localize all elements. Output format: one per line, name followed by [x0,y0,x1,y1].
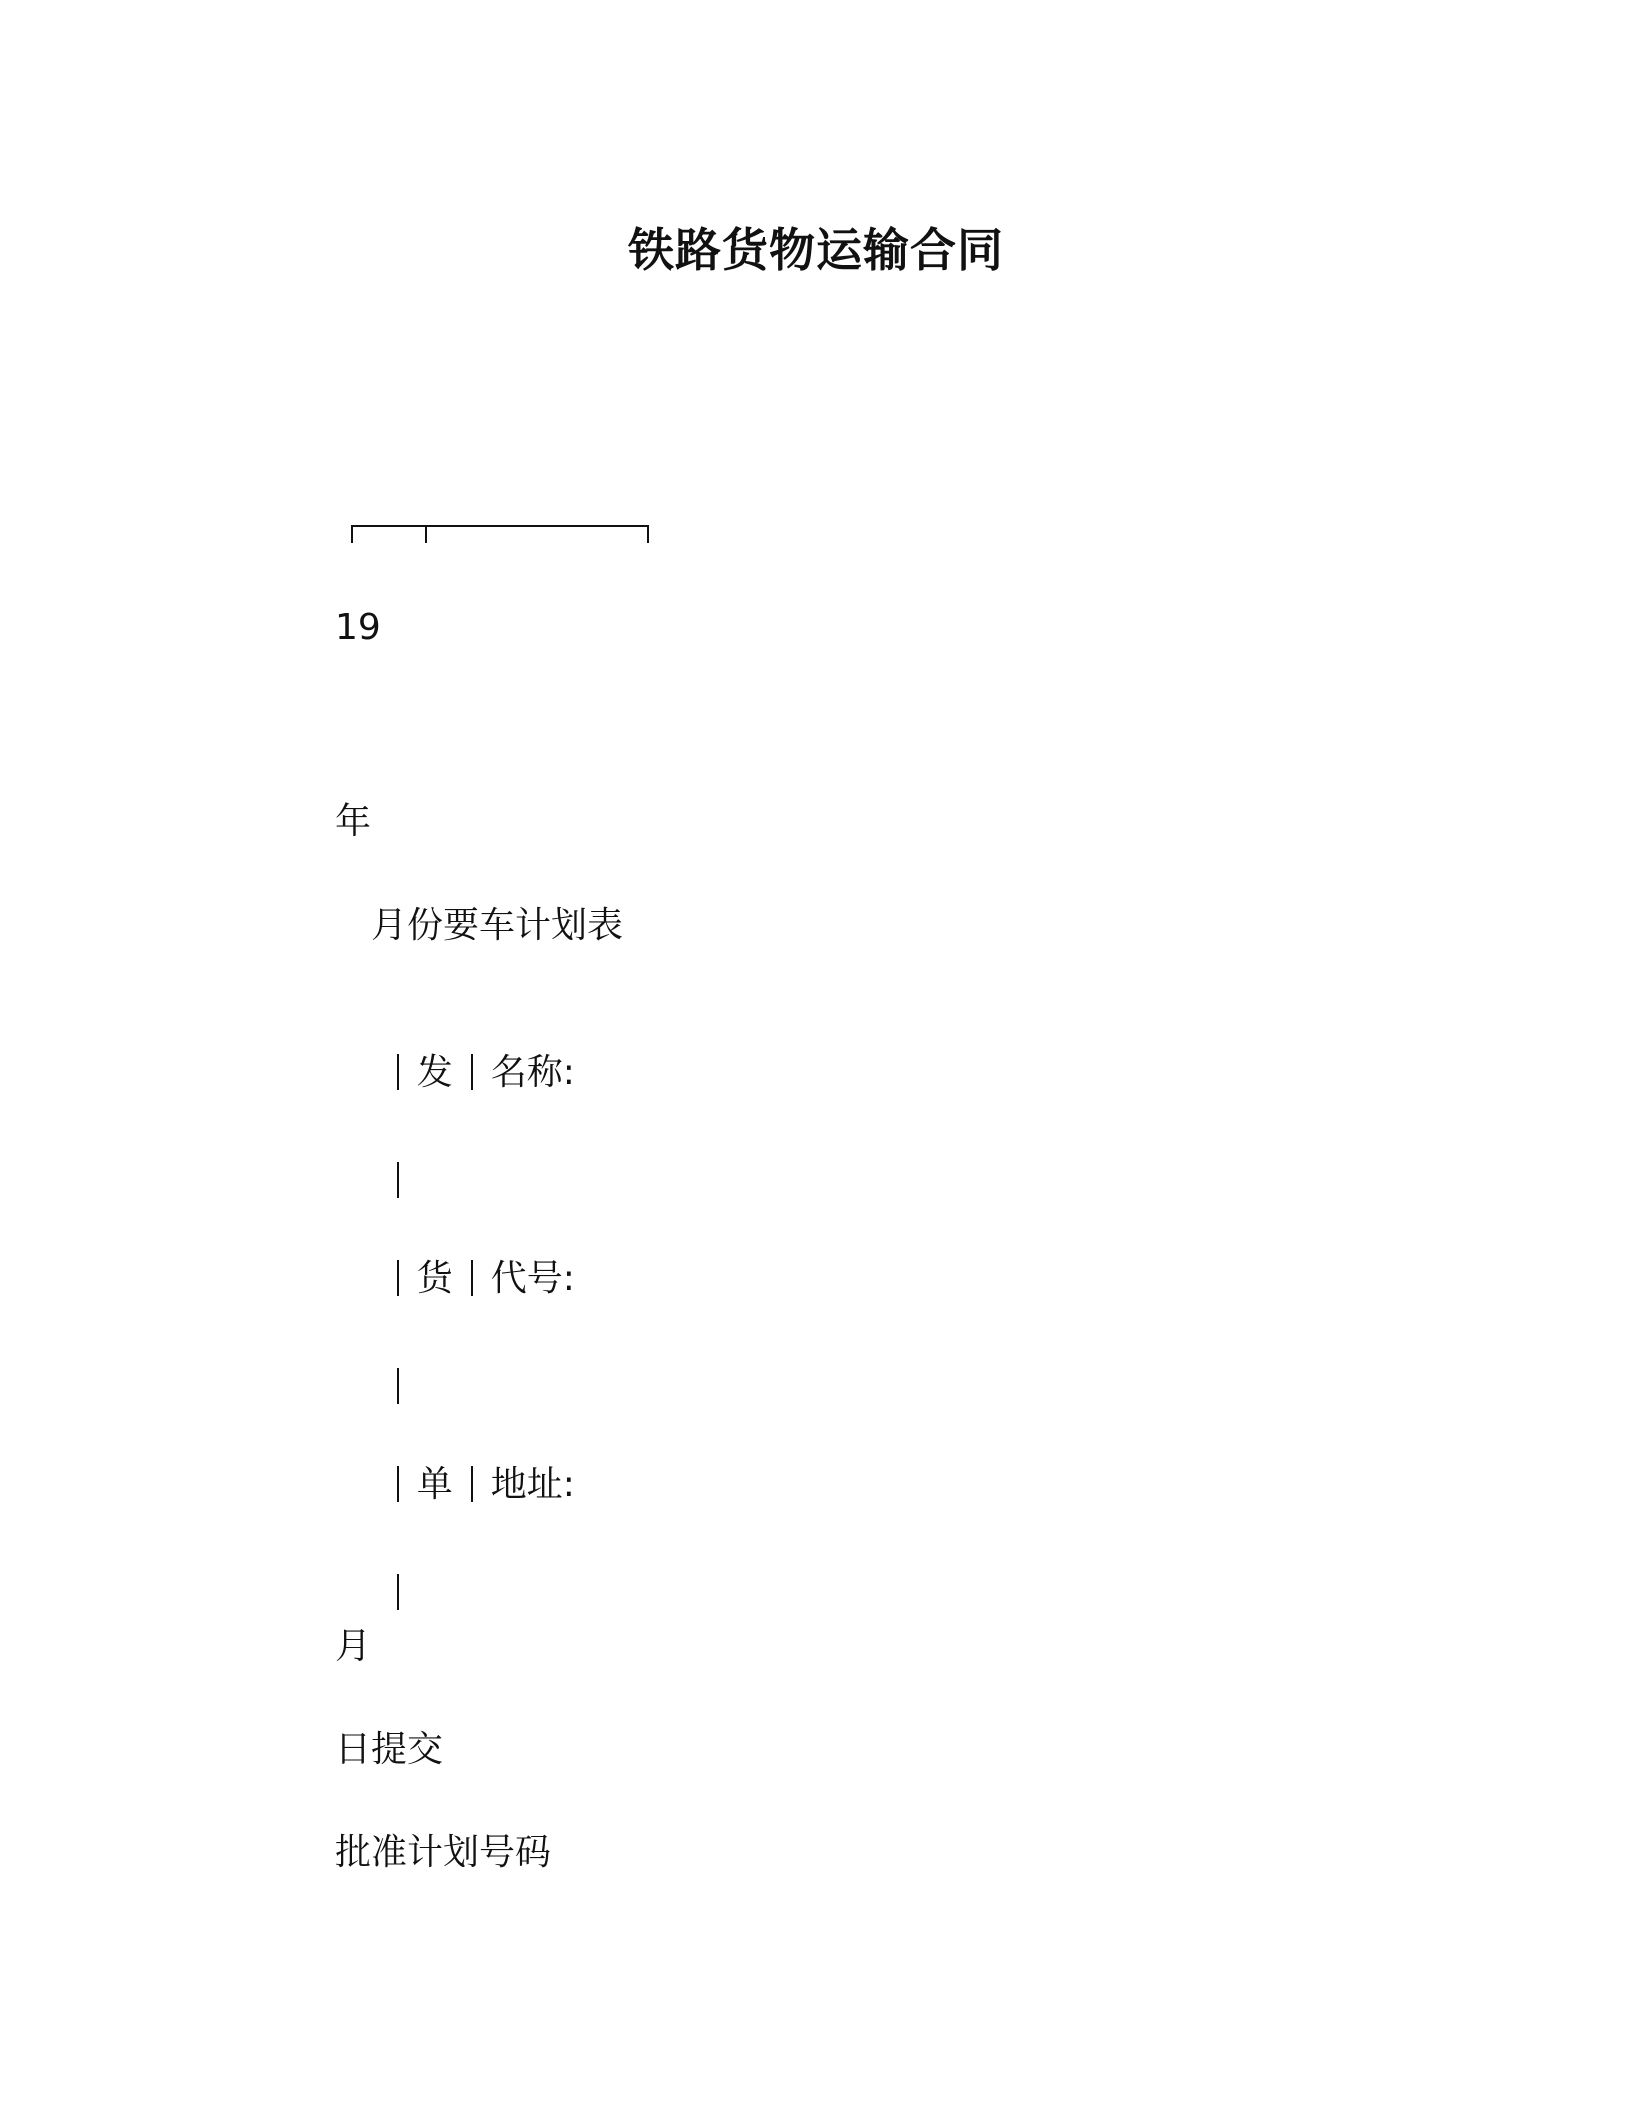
table-divider [471,1054,473,1090]
table-top-tick-middle [425,525,427,543]
shipper-row-char: 发 [416,1052,453,1093]
table-divider [397,1054,399,1090]
table-divider [397,1368,399,1404]
day-submit-label: 日提交 [335,1729,444,1770]
month-plan-title: 月份要车计划表 [371,905,624,946]
table-divider [397,1162,399,1198]
shipper-row-label: 代号: [490,1258,575,1299]
table-divider [471,1466,473,1502]
month-label: 月 [335,1626,372,1667]
year-label: 年 [335,801,372,842]
year-prefix: 19 [335,607,381,648]
shipper-row-label: 名称: [490,1052,575,1093]
shipper-row-label: 地址: [490,1464,575,1505]
document-title: 铁路货物运输合同 [628,223,1004,277]
table-divider [397,1466,399,1502]
shipper-row-char: 单 [416,1464,453,1505]
table-divider [397,1574,399,1610]
table-top-rule [351,525,649,527]
shipper-row-char: 货 [416,1258,453,1299]
table-top-tick-right [647,525,649,543]
approved-plan-number-label: 批准计划号码 [335,1832,552,1873]
table-divider [397,1260,399,1296]
table-divider [471,1260,473,1296]
table-top-tick-left [351,525,353,543]
